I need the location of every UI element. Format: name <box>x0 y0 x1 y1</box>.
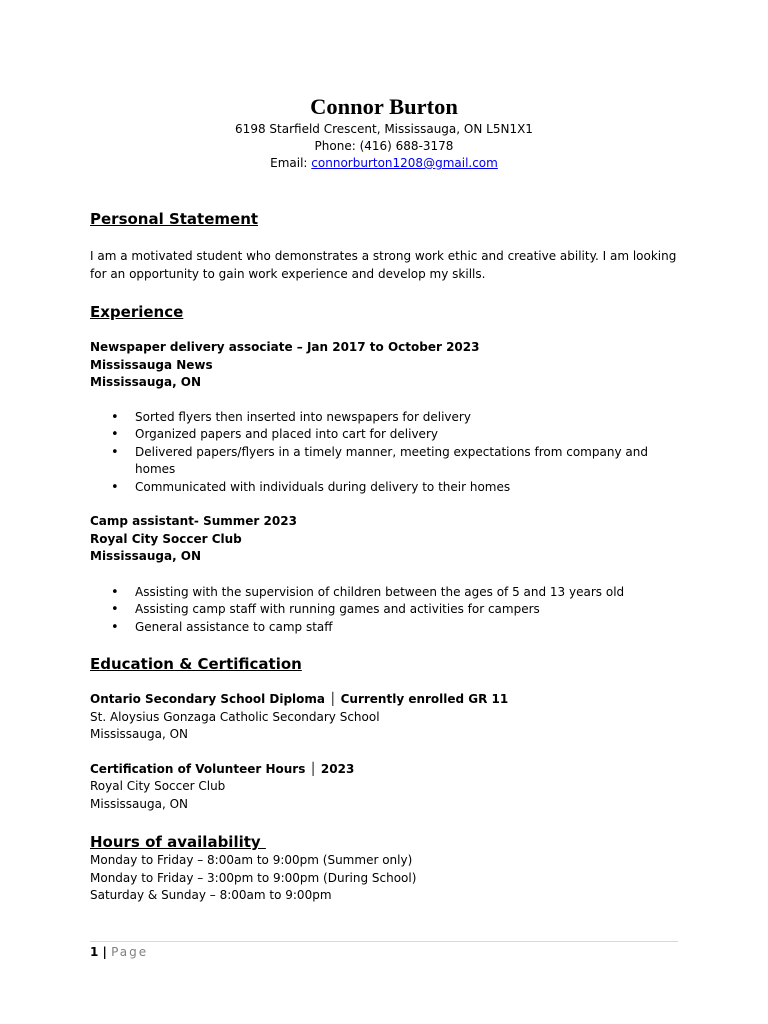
list-item: • Assisting camp staff with running games and activities for campers <box>90 601 678 619</box>
education-institution: Royal City Soccer Club <box>90 779 226 793</box>
list-item: • Delivered papers/flyers in a timely manner, meeting expectations from company and homes <box>90 444 678 479</box>
candidate-name: Connor Burton <box>310 94 458 119</box>
list-item: • General assistance to camp staff <box>90 619 678 637</box>
job-entry <box>90 339 678 496</box>
email-line <box>90 155 678 172</box>
list-item: • Sorted flyers then inserted into newspapers for delivery <box>90 409 678 427</box>
education-title: Certification of Volunteer Hours │ 2023 <box>90 761 355 776</box>
email-link[interactable]: connorburton1208@gmail.com <box>311 156 498 170</box>
education-entry <box>90 761 678 814</box>
address-line: 6198 Starfield Crescent, Mississauga, ON L5N1X1 <box>235 122 533 136</box>
education-location: Mississauga, ON <box>90 727 189 741</box>
education-institution: St. Aloysius Gonzaga Catholic Secondary School <box>90 709 380 724</box>
availability-heading: Hours of availability <box>90 833 266 851</box>
job-title: Camp assistant- Summer 2023 <box>90 514 297 528</box>
availability-line: Saturday & Sunday – 8:00am to 9:00pm <box>90 888 332 902</box>
footer-separator: | <box>98 945 112 959</box>
list-item: • Assisting with the supervision of children between the ages of 5 and 13 years old <box>90 584 678 602</box>
job-entry <box>90 513 678 636</box>
job-duties-list <box>90 409 678 497</box>
phone-line: Phone: (416) 688-3178 <box>314 139 454 153</box>
job-location: Mississauga, ON <box>90 375 202 389</box>
education-heading: Education & Certification <box>90 655 302 673</box>
availability-line: Monday to Friday – 3:00pm to 9:00pm (During School) <box>90 870 417 885</box>
personal-statement-heading: Personal Statement <box>90 210 259 228</box>
page-footer <box>90 941 678 961</box>
education-entry <box>90 691 678 744</box>
resume-header <box>90 93 678 172</box>
page-label: Page <box>111 945 149 959</box>
job-employer: Mississauga News <box>90 357 213 372</box>
education-title: Ontario Secondary School Diploma │ Currently enrolled GR 11 <box>90 692 509 706</box>
resume-page <box>90 93 678 905</box>
email-label: Email: <box>270 156 312 170</box>
availability-list <box>90 852 678 905</box>
job-location: Mississauga, ON <box>90 549 202 563</box>
job-title: Newspaper delivery associate – Jan 2017 to October 2023 <box>90 340 480 354</box>
experience-heading: Experience <box>90 303 184 321</box>
list-item: • Organized papers and placed into cart for delivery <box>90 426 678 444</box>
job-duties-list <box>90 584 678 637</box>
education-location: Mississauga, ON <box>90 796 189 811</box>
availability-line: Monday to Friday – 8:00am to 9:00pm (Summer only) <box>90 853 413 867</box>
list-item: • Communicated with individuals during delivery to their homes <box>90 479 678 497</box>
page-number: 1 <box>90 945 99 959</box>
job-employer: Royal City Soccer Club <box>90 531 242 546</box>
personal-statement-text: I am a motivated student who demonstrates a strong work ethic and creative ability. I am looking for an opportunity to gain work experience and develop my skills. <box>90 249 677 281</box>
